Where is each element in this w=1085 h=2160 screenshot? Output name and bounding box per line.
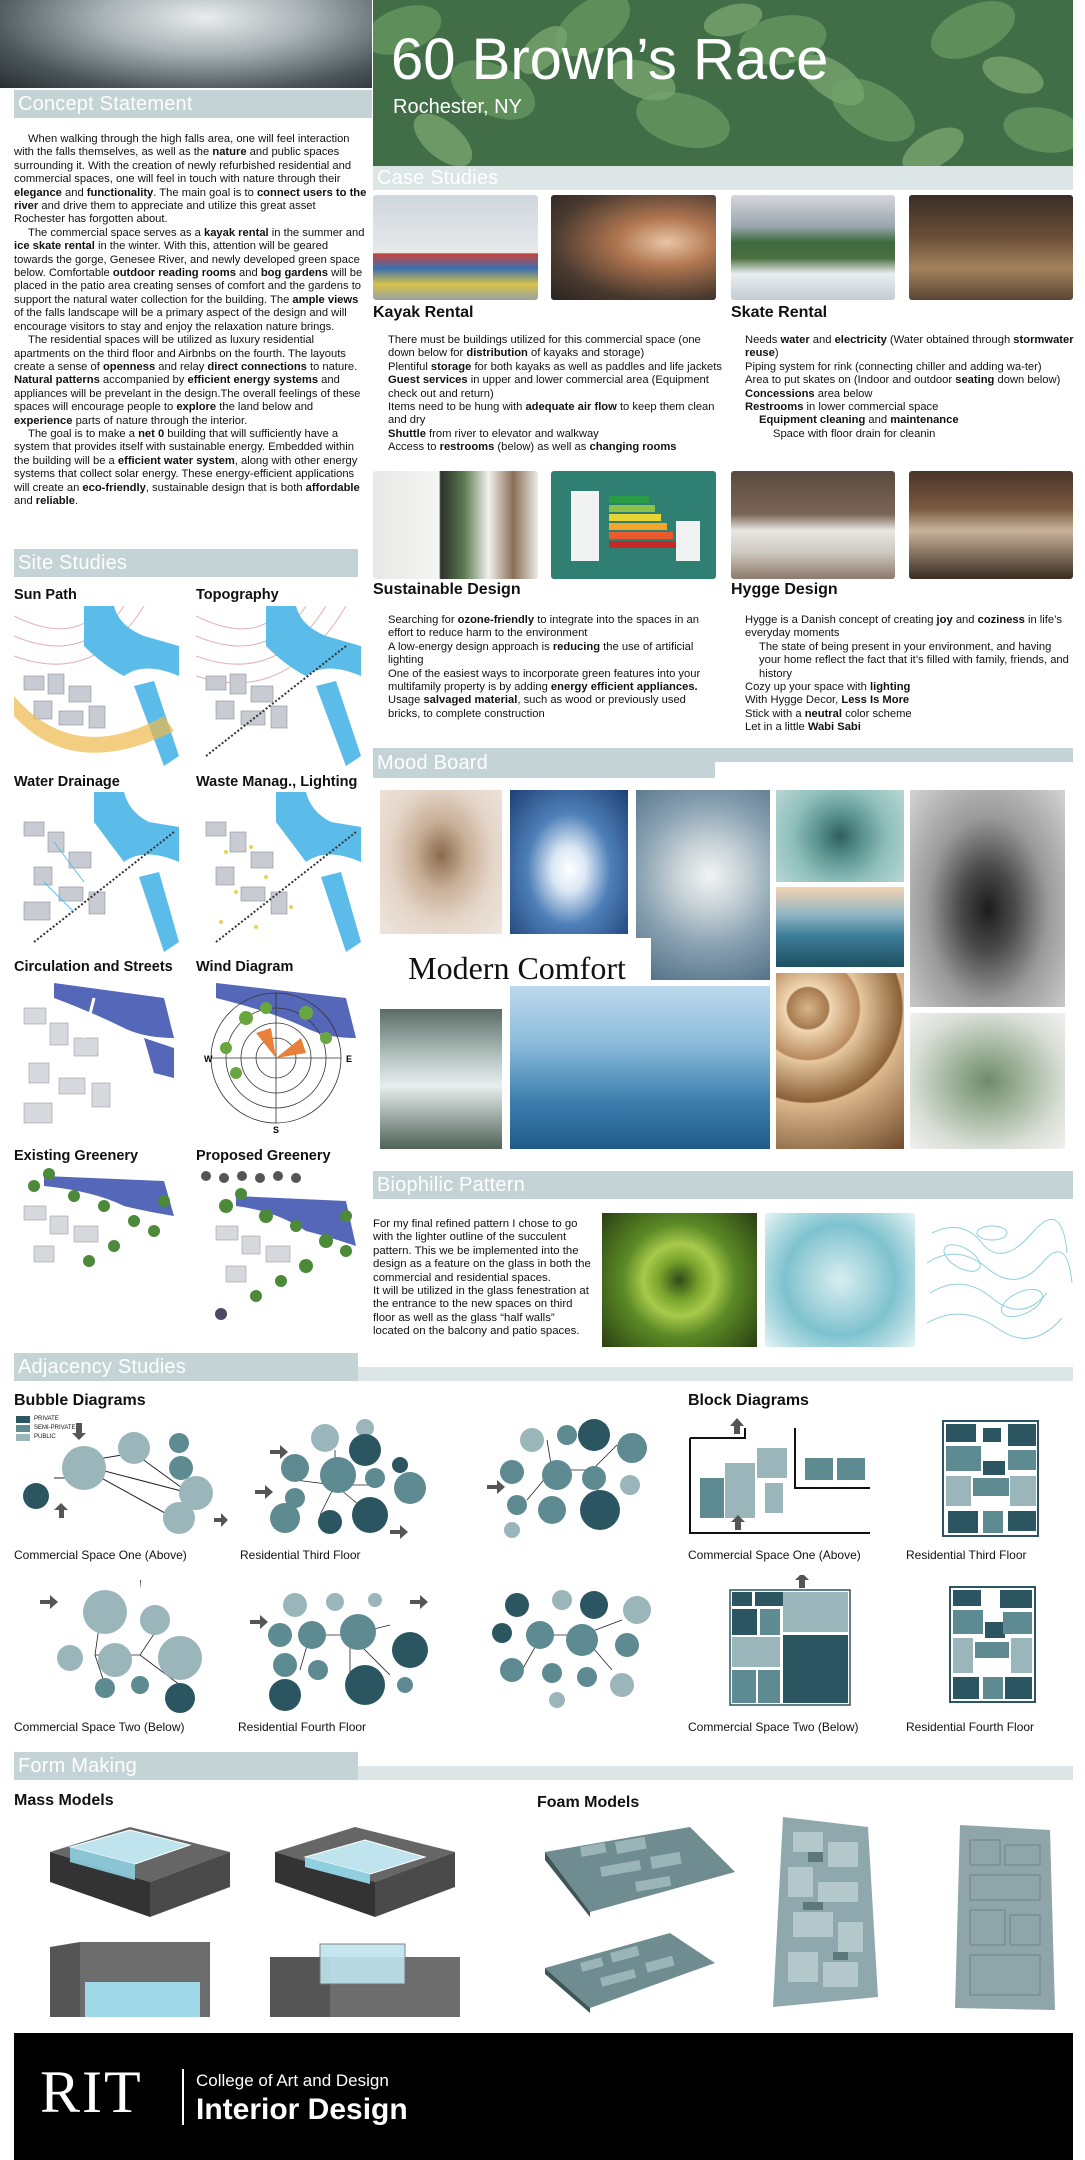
circulation-map [14,978,179,1138]
block-caption-residential-third: Residential Third Floor [906,1548,1027,1562]
mood-canoe-lake [776,887,904,967]
block-diagram-commercial-two [725,1575,855,1710]
wind-label-w: W [204,1054,213,1064]
mass-model-4 [265,1932,465,2017]
block-diagram-commercial-one [685,1418,885,1538]
block-diagrams-title: Block Diagrams [688,1392,809,1409]
section-header-concept: Concept Statement [14,90,372,118]
skate-rental-text: Needs water and electricity (Water obtained through stormwater reuse) Piping system for rink (connecting chiller and adding wa-ter) Area to put skates on (Indoor and outdoor seating down below) Concessions area below Restrooms in lower commercial space Equipment cleaning and maintenance Space with floor drain for cleanin [745,334,1074,440]
footer-logo-rit: RIT [40,2059,143,2125]
concept-text [14,133,369,508]
existing-greenery-map [14,1166,179,1276]
mood-ice-sky [510,790,628,934]
topography-map [196,606,361,766]
header-leaf-banner [373,0,1073,167]
foam-model-3 [758,1812,883,2012]
energy-rating-graphic [551,471,716,579]
bubble-diagrams-title: Bubble Diagrams [14,1392,146,1409]
mass-model-3 [40,1932,240,2017]
block-diagram-residential-third [938,1416,1043,1541]
sustainable-photo-2 [551,471,716,579]
site-label-waste: Waste Manag., Lighting [196,774,358,790]
bubble-diagram-residential-fourth [240,1580,440,1715]
footer [14,2033,1073,2160]
mass-model-1 [40,1812,240,1927]
site-label-proposed-greenery: Proposed Greenery [196,1148,331,1164]
proposed-greenery-map [196,1166,361,1326]
skate-rental-title: Skate Rental [731,304,828,321]
site-label-water-drainage: Water Drainage [14,774,120,790]
block-diagram-residential-fourth [945,1582,1040,1707]
bubble-diagram-residential-fourth-alt [482,1585,667,1715]
sustainable-design-text: Searching for ozone-friendly to integrate into the spaces in an effort to reduce harm to the environment A low-energy design approach is reducing the use of artificial lighting One of the easiest ways to incorporate green features into your multifamily property is by adding energy efficient appliances. Usage salvaged material, such as wood or previously used bricks, to complete construction [388,614,701,720]
mood-honeycomb [636,790,770,980]
foam-models-title: Foam Models [537,1794,640,1811]
concept-paragraph-1: When walking through the high falls area, one will feel interaction with the falls themselves, as well as the nature and public spaces surrounding it. With the creation of newly refurbished residential and commercial spaces, one will feel in touch with nature through their elegance and functionality. The main goal is to connect users to the river and drive them to appreciate and utilize this great asset Rochester has forgotten about. [14,133,367,226]
foam-model-2 [540,1928,720,2013]
kayak-photo-1 [373,195,538,300]
hygge-photo-1 [731,471,895,579]
site-label-sun-path: Sun Path [14,587,77,603]
biophilic-text: For my final refined pattern I chose to go with the lighter outline of the succulent pattern. This we be implemented into the design as a feature on the glass in both the commercial and residential spaces. It will be utilized in the glass fenestration at the entrance to the new spaces on third floor as well as the glass “half walls” located on the balcony and patio spaces. [373,1218,591,1338]
site-label-wind: Wind Diagram [196,959,294,975]
wind-label-e: E [346,1054,353,1064]
biophilic-succulent-photo [602,1213,757,1347]
section-header-case: Case Studies [373,166,1073,190]
adjacency-band-extension [358,1367,1073,1381]
kayak-photo-2 [551,195,716,300]
sustainable-photo-1 [373,471,538,579]
sun-path-map [14,606,179,766]
wind-diagram-map [196,978,361,1138]
mood-succulent [776,790,904,882]
concept-paragraph-4: The goal is to make a net 0 building that will sufficiently have a system that provides itself with sustainable energy. Embedded within the building will be a efficient water system, along with other energy systems that collect solar energy. These energy-efficient applications will create an eco-friendly, sustainable design that is both affordable and reliable. [14,427,360,507]
site-label-existing-greenery: Existing Greenery [14,1148,139,1164]
bubble-caption-commercial-one: Commercial Space One (Above) [14,1548,187,1562]
bubble-diagram-commercial-one [14,1418,229,1538]
concept-paragraph-2: The commercial space serves as a kayak rental in the summer and ice skate rental in the winter. With this, attention will be geared towards the gorge, Genesee River, and newly developed green space below. Comfortable outdoor reading rooms and bog gardens will be placed in the patio area creating senses of comfort and the gardens to support the natural water collection for the building. The ample views of the falls landscape will be a primary aspect of the design and will encourage visitors to stay and enjoy the relaxation nature brings. [14,226,365,333]
section-header-biophilic: Biophilic Pattern [373,1171,1073,1199]
hygge-photo-2 [909,471,1073,579]
section-header-site: Site Studies [14,549,358,577]
mood-wood-logs [776,973,904,1149]
wind-label-s: S [273,1125,280,1135]
biophilic-pattern-outline [922,1213,1073,1347]
bubble-caption-residential-third: Residential Third Floor [240,1548,361,1562]
mood-label: Modern Comfort [408,950,626,986]
foam-model-1 [540,1822,740,1917]
block-caption-commercial-one: Commercial Space One (Above) [688,1548,861,1562]
mood-waterfall-swing [380,1009,502,1149]
foam-model-4 [950,1820,1060,2015]
footer-department: Interior Design [196,2093,408,2126]
hygge-design-text: Hygge is a Danish concept of creating joy and coziness in life’s everyday moments The state of being present in your environment, and having your home reflect the fact that it’s filled with family, friends, and history Cozy up your space with lighting With Hygge Decor, Less Is More Stick with a neutral color scheme Let in a little Wabi Sabi [745,614,1069,734]
skate-photo-1 [731,195,895,300]
bubble-diagram-residential-third-alt [482,1410,667,1545]
mood-stacked-stones [910,790,1065,1007]
mass-model-2 [265,1812,465,1927]
mood-hand-water [510,986,770,1149]
page-subtitle: Rochester, NY [393,96,522,118]
sustainable-design-title: Sustainable Design [373,581,521,598]
bubble-diagram-residential-third [240,1410,440,1545]
bubble-legend: PRIVATE SEMI-PRIVATE PUBLIC [16,1416,75,1441]
skate-photo-2 [909,195,1073,300]
bubble-caption-commercial-two: Commercial Space Two (Below) [14,1720,185,1734]
site-label-topography: Topography [196,587,279,603]
mood-eucalyptus [910,1013,1065,1149]
section-header-adjacency: Adjacency Studies [14,1353,358,1381]
footer-college: College of Art and Design [196,2071,389,2090]
section-header-mood: Mood Board [373,748,715,778]
kayak-rental-title: Kayak Rental [373,304,474,321]
header-water-photo [0,0,372,88]
site-label-circulation: Circulation and Streets [14,959,173,975]
concept-paragraph-3: The residential spaces will be utilized as luxury residential apartments on the third floor and Airbnbs on the fourth. The layouts create a sense of openness and relay direct connections to nature. Natural patterns accompanied by efficient energy systems and appliances will be prevelant in the design.The overall feelings of these spaces will encourage people to explore the land below and experience parts of nature through the interior. [14,334,361,427]
water-drainage-map [14,792,179,952]
kayak-rental-text: There must be buildings utilized for this commercial space (one down below for distribution of kayaks and storage) Plentiful storage for both kayaks as well as paddles and life jackets Guest services in upper and lower commercial area (Equipment check out and return) Items need to be hung with adequate air flow to keep them clean and dry Shuttle from river to elevator and walkway Access to restrooms (below) as well as changing rooms [388,334,722,454]
footer-divider [182,2069,184,2125]
mood-band-extension [715,748,1073,762]
mood-dried-flower [380,790,502,934]
bubble-caption-residential-fourth: Residential Fourth Floor [238,1720,367,1734]
form-band-extension [358,1766,1073,1780]
mass-models-title: Mass Models [14,1792,114,1809]
page-title: 60 Brown’s Race [391,27,829,92]
block-caption-commercial-two: Commercial Space Two (Below) [688,1720,859,1734]
block-caption-residential-fourth: Residential Fourth Floor [906,1720,1035,1734]
bubble-diagram-commercial-two [30,1580,230,1715]
section-header-form: Form Making [14,1752,358,1780]
hygge-design-title: Hygge Design [731,581,838,598]
biophilic-pattern-blue [765,1213,915,1347]
waste-lighting-map [196,792,361,952]
